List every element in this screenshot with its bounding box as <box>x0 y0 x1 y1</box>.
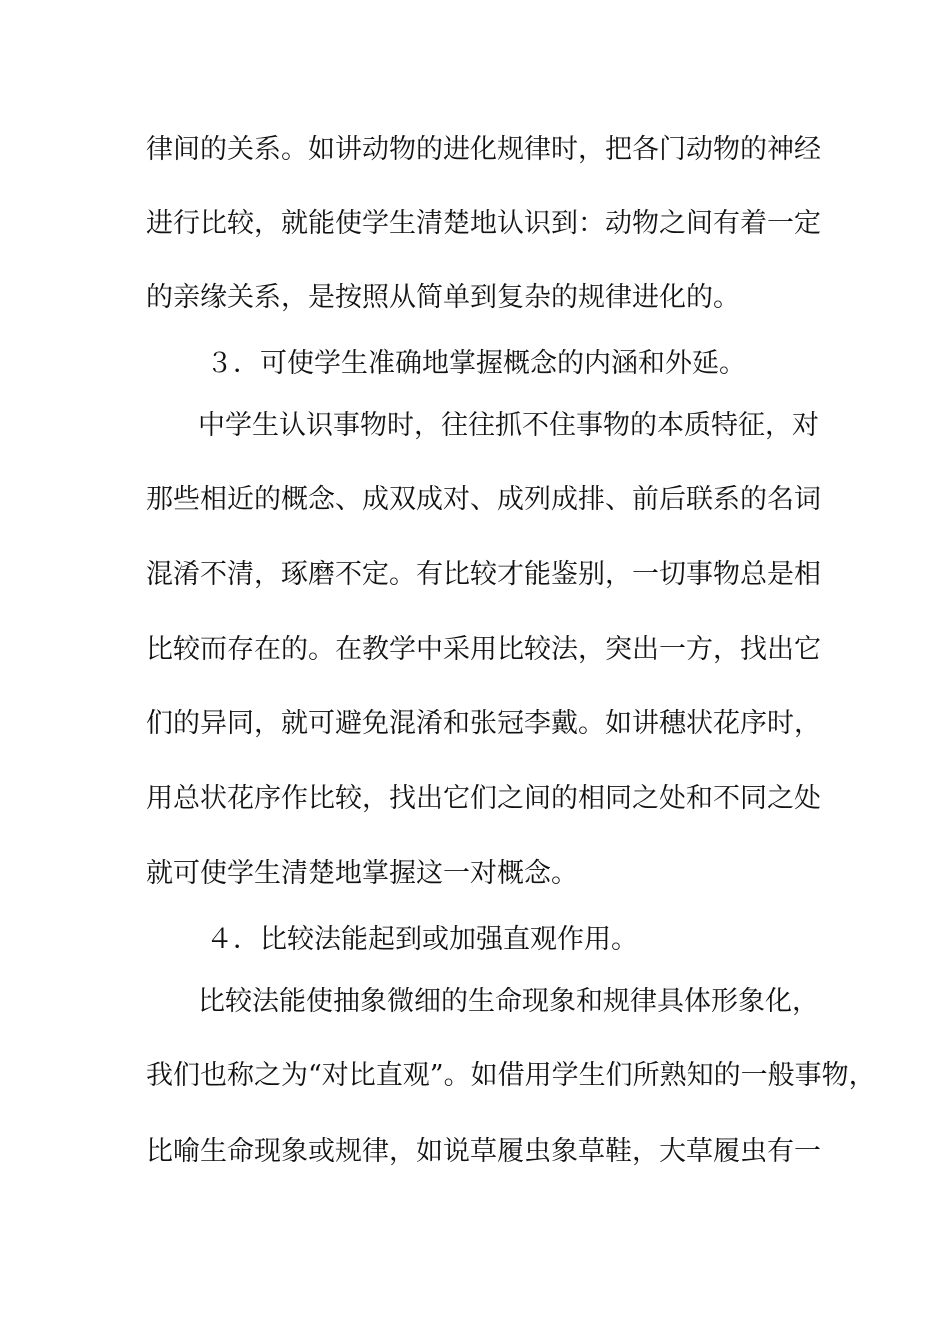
paragraph-line-6: 那些相近的概念、成双成对、成列成排、前后联系的名词 <box>146 484 821 515</box>
paragraph-line-9: 们的异同，就可避免混淆和张冠李戴。如讲穗状花序时， <box>146 708 821 739</box>
section-heading-3: ３．可使学生准确地掌握概念的内涵和外延。 <box>206 348 746 379</box>
paragraph-line-7: 混淆不清，琢磨不定。有比较才能鉴别，一切事物总是相 <box>146 559 821 590</box>
paragraph-line-1: 律间的关系。如讲动物的进化规律时，把各门动物的神经 <box>146 134 821 165</box>
paragraph-line-2: 进行比较，就能使学生清楚地认识到：动物之间有着一定 <box>146 208 821 239</box>
paragraph-line-14: 我们也称之为“对比直观”。如借用学生们所熟知的一般事物， <box>146 1060 876 1091</box>
paragraph-line-5: 中学生认识事物时，往往抓不住事物的本质特征，对 <box>198 410 819 441</box>
paragraph-line-11: 就可使学生清楚地掌握这一对概念。 <box>146 858 578 889</box>
paragraph-line-15: 比喻生命现象或规律，如说草履虫象草鞋，大草履虫有一 <box>146 1136 821 1167</box>
section-heading-4: ４．比较法能起到或加强直观作用。 <box>206 924 638 955</box>
paragraph-line-8: 比较而存在的。在教学中采用比较法，突出一方，找出它 <box>146 634 821 665</box>
paragraph-line-10: 用总状花序作比较，找出它们之间的相同之处和不同之处 <box>146 783 821 814</box>
paragraph-line-13: 比较法能使抽象微细的生命现象和规律具体形象化， <box>198 986 819 1017</box>
paragraph-line-3: 的亲缘关系，是按照从简单到复杂的规律进化的。 <box>146 282 740 313</box>
